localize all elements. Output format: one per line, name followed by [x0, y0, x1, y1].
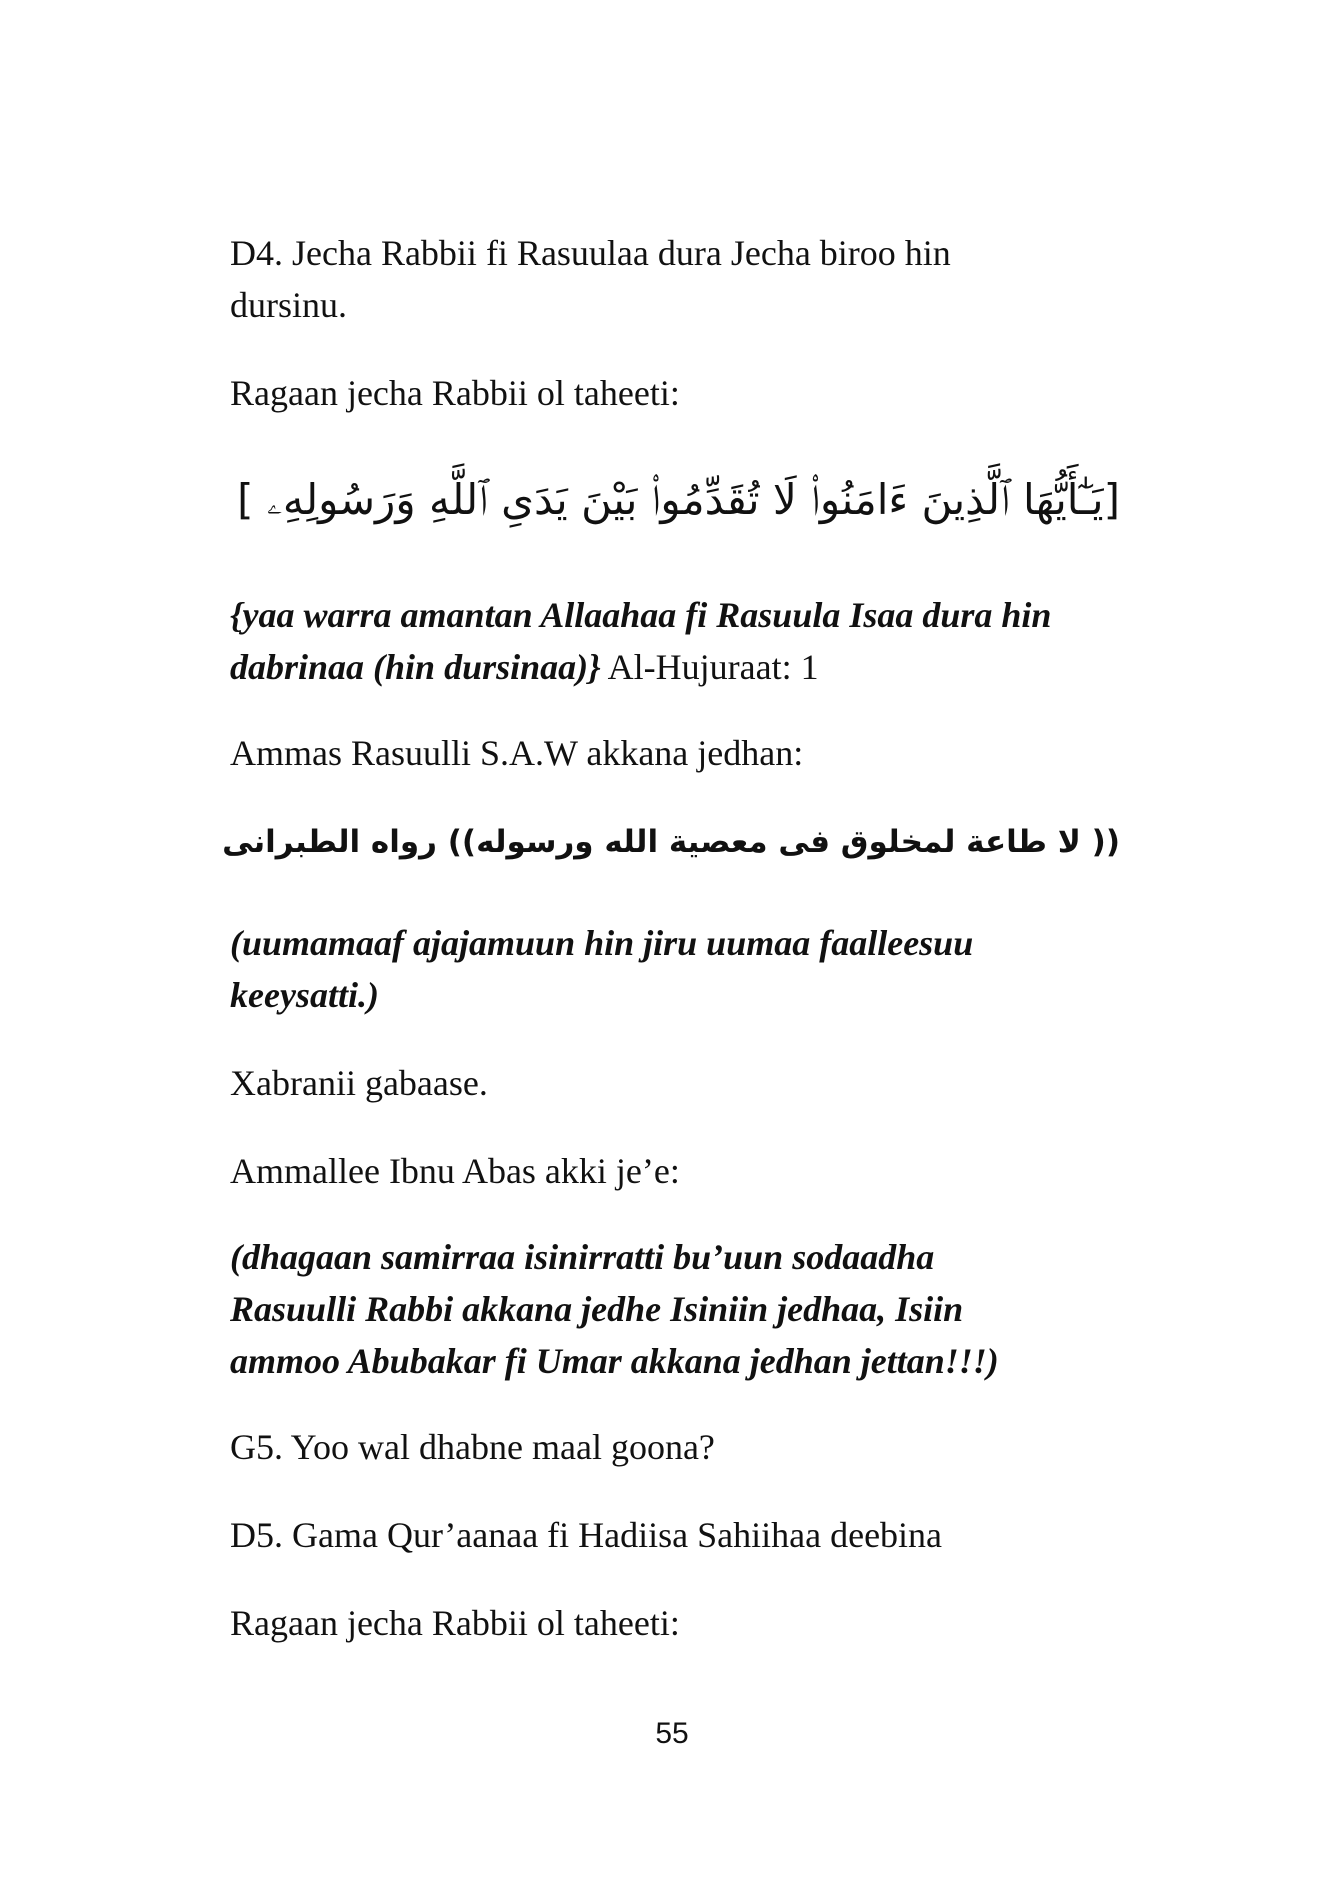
answer-d4-line-2: dursinu.	[230, 285, 347, 325]
page-number: 55	[655, 1717, 689, 1750]
verse-translation-line-2	[230, 642, 1130, 692]
verse-reference: Al-Hujuraat: 1	[600, 647, 819, 687]
hadith-translation-line-2: keeysatti.)	[230, 975, 379, 1015]
answer-d5: D5. Gama Qur’aanaa fi Hadiisa Sahiihaa deebina	[230, 1515, 943, 1555]
answer-d4-line-1: D4. Jecha Rabbii fi Rasuulaa dura Jecha biroo hin	[230, 233, 951, 273]
hadith-arabic: (( لا طاعة لمخلوق فى معصية الله ورسوله)) رواه الطبرانى	[222, 824, 1120, 860]
question-g5: G5. Yoo wal dhabne maal goona?	[230, 1427, 715, 1467]
ibn-abbas-quote-line-2: Rasuulli Rabbi akkana jedhe Isiniin jedhaa, Isiin	[230, 1289, 964, 1329]
quran-verse-arabic: [يَـٰٓأَيُّهَا ٱلَّذِينَ ءَامَنُوا۟ لَا تُقَدِّمُوا۟ بَيْنَ يَدَىِ ٱللَّهِ وَرَسُولِهِۦ ]	[237, 475, 1120, 524]
ibn-abbas-intro: Ammallee Ibnu Abas akki je’e:	[230, 1151, 680, 1191]
ibn-abbas-quote-line-3: ammoo Abubakar fi Umar akkana jedhan jettan!!!)	[230, 1341, 999, 1381]
evidence-intro-1: Ragaan jecha Rabbii ol taheeti:	[230, 373, 680, 413]
verse-translation-bold: dabrinaa (hin dursinaa)}	[230, 647, 601, 687]
ibn-abbas-quote-line-1: (dhagaan samirraa isinirratti bu’uun sodaadha	[230, 1237, 935, 1277]
evidence-intro-2: Ragaan jecha Rabbii ol taheeti:	[230, 1603, 680, 1643]
hadith-source: Xabranii gabaase.	[230, 1063, 488, 1103]
verse-translation-line-1: {yaa warra amantan Allaahaa fi Rasuula Isaa dura hin	[230, 595, 1052, 635]
hadith-translation-line-1: (uumamaaf ajajamuun hin jiru uumaa faalleesuu	[230, 923, 974, 963]
hadith-intro: Ammas Rasuulli S.A.W akkana jedhan:	[230, 733, 804, 773]
